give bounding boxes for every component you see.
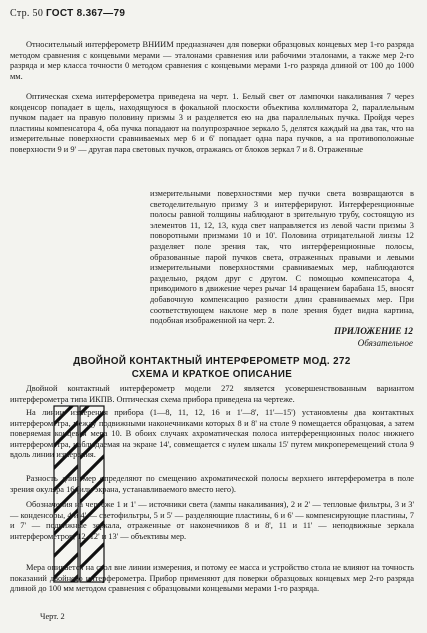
appendix-number: ПРИЛОЖЕНИЕ 12 xyxy=(334,326,413,336)
page-header xyxy=(10,8,125,19)
paragraph-table-support: Мера опирается на стол вне линии измерения, и потому ее масса и устройство стола не влияют на точность показаний двойного интерферометра. Прибор применяют для поверки образцовых концевых мер 2-го разряда длиной до 100 мм методом сравнения с образцовыми концевыми мерами 1-го разряда. xyxy=(10,563,414,594)
paragraph-optical-scheme: Оптическая схема интерферометра приведена на черт. 1. Белый свет от лампочки накаливания 7 через конденсор попадает в щель, находящуюся в фокальной плоскости объектива коллиматора 2, параллельным пучком падает на правую половину призмы 3 и разделяется ею на два параллельных пучка. Пройдя через пластины компенсатора 4, оба пучка попадают на полупрозрачное зеркало 5, делятся каждый на два так, что на измерительные поверхности сравниваемых мер 6 и 6' попадает одна пара пучков, а на противоположные поверхности 9 и 9' — другая пара световых пучков, отражаясь от блоков зеркал 7 и 8. Отраженные xyxy=(10,92,414,154)
standard-code: ГОСТ 8.367—79 xyxy=(45,8,126,19)
section-title-line-1: ДВОЙНОЙ КОНТАКТНЫЙ ИНТЕРФЕРОМЕТР МОД. 272 xyxy=(73,356,351,367)
paragraph-vniim-purpose: Относительный интерферометр ВНИИМ предназначен для поверки образцовых концевых мер 1-го разряда методом сравнения с концевыми мерами — эталонами сравнения или рабочими эталонами, а также мер 2-го разряда и мер класса точности 0 методом сравнения с концевыми мерами 1-го разряда длиной от 100 до 1000 мм. xyxy=(10,40,414,81)
paragraph-drawing-legend: Обозначения на чертеже 1 и 1' — источники света (лампы накаливания), 2 и 2' — тепловые фильтры, 3 и 3' — конденсоры, 4 и 4' — светофильтры, 5 и 5' — разделяющие пластины, 6 и 6' — компенсирующие пластины, 7 и 7' — подвижные зеркала, отраженные от наконечников 8 и 8', 11 и 11' — неподвижные зеркала интерферометров, 12, 12' и 13' — объективы мер. xyxy=(10,500,414,541)
section-title-line-2: СХЕМА И КРАТКОЕ ОПИСАНИЕ xyxy=(131,369,293,380)
paragraph-measurement-line: На линии измерения прибора (1—8, 11, 12, 16 и 1'—8', 11'—15') установлены два контактных интерферометра, между подвижными наконечниками которых 8 и 8' на столе 9 помещается образцовая, а затем поверяемая концевая мера 10. В обоих случаях ахроматическая полоса интерференционных полос нижнего интерферометра, наблюдаемая на экране 14', совмещается с нулем шкалы 15' путем микроперемещений стола 9 вдоль линии измерения. xyxy=(10,408,414,460)
paragraph-length-difference: Разность длин мер определяют по смещению ахроматической полосы верхнего интерферометра в поле зрения окуляра 16 (или экрана, устанавливаемого вместо него). xyxy=(10,474,414,494)
figure-caption: Черт. 2 xyxy=(40,612,65,621)
appendix-label xyxy=(334,326,413,348)
appendix-status: Обязательное xyxy=(357,338,413,348)
section-title xyxy=(10,356,414,380)
page-number: Стр. 50 xyxy=(10,8,44,19)
paragraph-interference-observation: измерительными поверхностями мер пучки света возвращаются в светоделительную призму 3 и интерферируют. Интерференционные полосы равной толщины наблюдают в зрительную трубу, состоящую из элементов 11, 12, 13, куда свет направляется из левой части призмы 3 поворотными призмами 10 и 10'. Половина отрицательной линзы 12 разделяет поле зрения так, что интерференционные полосы, образованные парой пучков света, отраженных правыми и левыми измерительными поверхностями сравниваемых мер, наблюдаются раздельно, рядом друг с другом. С помощью компенсатора 4, приводимого в движение через рычаг 14 вращением барабана 15, вносят добавочную компенсацию разности длин сравниваемых мер. При соответствующем наклоне мер в поле зрения будет видна картина, подобная изображенной на черт. 2. xyxy=(150,189,414,326)
paragraph-model-272-intro: Двойной контактный интерферометр модели 272 является усовершенствованным вариантом интерферометра типа ИКПВ. Оптическая схема прибора приведена на чертеже. xyxy=(10,384,414,404)
